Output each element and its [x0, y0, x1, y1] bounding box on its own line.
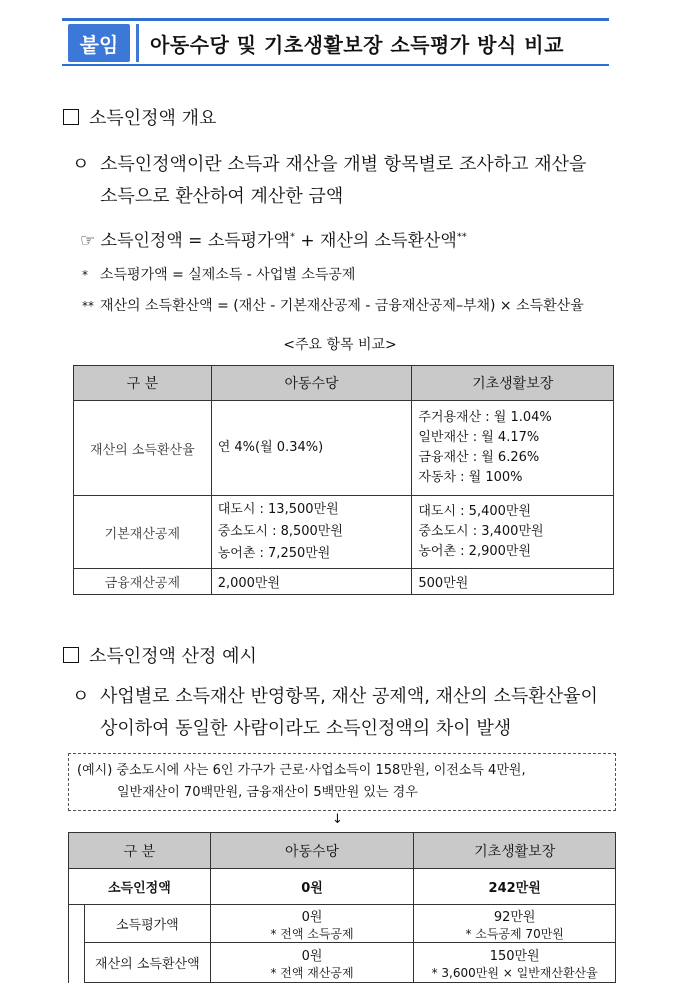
basic-value	[412, 496, 614, 569]
example-box	[68, 753, 616, 811]
checkbox-square-icon	[63, 109, 79, 125]
cell-note: * 소득공제 70만원	[465, 926, 564, 941]
bullet-definition	[72, 150, 586, 180]
basic-value	[414, 905, 616, 943]
cell-line: 연 4%(월 0.34%)	[217, 440, 324, 455]
cell-note: * 3,600만원 × 일반재산환산율	[431, 965, 598, 980]
header-separator	[136, 24, 139, 62]
child-value: 0원	[210, 869, 414, 905]
footnote-income-evaluation	[82, 264, 355, 284]
bullet-text: 소득인정액이란 소득과 재산을 개별 항목별로 조사하고 재산을	[100, 154, 587, 175]
cell-value: 150만원	[489, 948, 540, 964]
cell-line: 대도시 : 13,500만원	[217, 502, 339, 517]
cell-line: 대도시 : 5,400만원	[418, 504, 532, 519]
row-label: 기본재산공제	[74, 496, 212, 569]
header-bottom-rule	[62, 64, 609, 66]
table-row	[69, 943, 616, 983]
basic-value: 242만원	[414, 869, 616, 905]
formula-line	[80, 226, 467, 251]
basic-value	[412, 401, 614, 496]
header-basic-livelihood: 기초생활보장	[412, 366, 614, 401]
formula-part-a: 소득인정액 = 소득평가액	[100, 231, 290, 251]
header-child-allowance: 아동수당	[210, 833, 414, 869]
child-value	[211, 496, 412, 569]
indent-spacer	[69, 943, 85, 983]
formula-superscript-2: **	[456, 231, 467, 243]
bullet-continuation: 상이하여 동일한 사람이라도 소득인정액의 차이 발생	[100, 718, 512, 739]
row-label: 금융재산공제	[74, 569, 212, 595]
cell-line: 중소도시 : 8,500만원	[217, 524, 343, 539]
cell-line: 주거용재산 : 월 1.04%	[418, 410, 552, 425]
attachment-badge: 붙임	[68, 24, 130, 62]
example-line: (예시) 중소도시에 사는 6인 가구가 근로·사업소득이 158만원, 이전소득 4만원,	[77, 763, 526, 778]
header-basic-livelihood: 기초생활보장	[414, 833, 616, 869]
section-heading-text: 소득인정액 산정 예시	[89, 646, 257, 667]
footnote-property-conversion	[82, 295, 584, 315]
child-value: 2,000만원	[211, 569, 412, 595]
indent-spacer	[69, 905, 85, 943]
table-caption: <주요 항목 비교>	[283, 337, 397, 353]
row-label: 재산의 소득환산율	[74, 401, 212, 496]
bullet-circle-icon: ㅇ	[72, 154, 90, 175]
cell-line: 중소도시 : 3,400만원	[418, 524, 544, 539]
cell-value: 92만원	[493, 909, 536, 925]
table-row	[74, 569, 614, 595]
example-table	[68, 832, 616, 983]
footnote-marker: **	[82, 299, 94, 313]
cell-line: 금융재산 : 월 6.26%	[418, 450, 540, 465]
comparison-table	[73, 365, 614, 595]
cell-value: 0원	[301, 948, 323, 964]
header-top-rule	[62, 18, 609, 21]
section-heading-text: 소득인정액 개요	[89, 108, 217, 129]
row-label: 소득인정액	[69, 869, 211, 905]
footnote-text: 재산의 소득환산액 = (재산 - 기본재산공제 - 금융재산공제–부채) × 소득환산율	[100, 298, 584, 314]
cell-line: 농어촌 : 7,250만원	[217, 546, 331, 561]
header-child-allowance: 아동수당	[211, 366, 412, 401]
basic-value: 500만원	[412, 569, 614, 595]
table-row	[69, 905, 616, 943]
cell-note: * 전액 소득공제	[270, 926, 354, 941]
checkbox-square-icon	[63, 647, 79, 663]
cell-line: 농어촌 : 2,900만원	[418, 544, 532, 559]
row-label: 재산의 소득환산액	[84, 943, 210, 983]
formula-superscript-1: *	[289, 231, 295, 243]
pointing-hand-icon: ☞	[80, 231, 96, 251]
bullet-difference	[72, 682, 598, 712]
page-title: 아동수당 및 기초생활보장 소득평가 방식 비교	[150, 32, 564, 57]
footnote-text: 소득평가액 = 실제소득 - 사업별 소득공제	[100, 267, 356, 283]
row-label: 소득평가액	[84, 905, 210, 943]
cell-line: 일반재산 : 월 4.17%	[418, 430, 540, 445]
formula-part-b: + 재산의 소득환산액	[294, 231, 457, 251]
child-value	[210, 905, 414, 943]
table-row-total	[69, 869, 616, 905]
table-header-row	[74, 366, 614, 401]
section-heading-example	[63, 642, 257, 668]
footnote-marker: *	[82, 268, 88, 282]
child-value	[210, 943, 414, 983]
header-category: 구 분	[69, 833, 211, 869]
table-row	[74, 496, 614, 569]
basic-value	[414, 943, 616, 983]
example-line: 일반재산이 70백만원, 금융재산이 5백만원 있는 경우	[117, 785, 418, 800]
bullet-circle-icon: ㅇ	[72, 686, 90, 707]
bullet-continuation: 소득으로 환산하여 계산한 금액	[100, 186, 344, 207]
table-header-row	[69, 833, 616, 869]
section-heading-overview	[63, 104, 216, 130]
table-row	[74, 401, 614, 496]
down-arrow-icon: ↓	[332, 812, 343, 827]
child-value	[211, 401, 412, 496]
bullet-text: 사업별로 소득재산 반영항목, 재산 공제액, 재산의 소득환산율이	[100, 686, 598, 707]
cell-note: * 전액 재산공제	[270, 965, 354, 980]
cell-line: 자동차 : 월 100%	[418, 470, 523, 485]
cell-value: 0원	[301, 909, 323, 925]
header-category: 구 분	[74, 366, 212, 401]
